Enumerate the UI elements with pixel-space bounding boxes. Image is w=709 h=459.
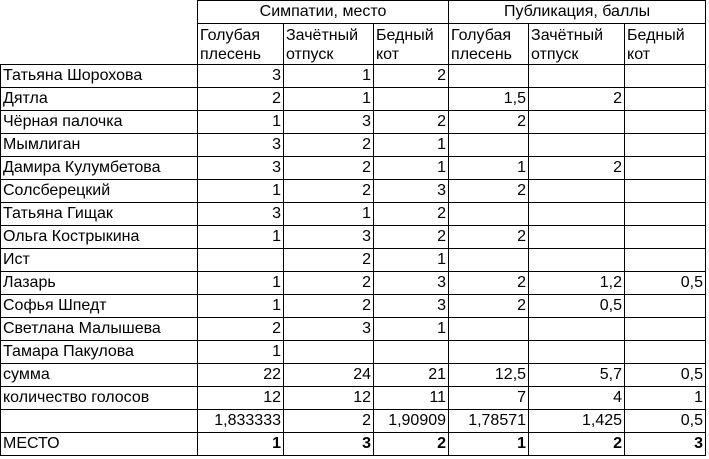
table-cell: 3	[374, 295, 449, 318]
table-cell	[449, 341, 529, 364]
table-cell: 1,425	[529, 410, 625, 433]
table-cell: 2	[284, 157, 374, 180]
row-label: Лазарь	[1, 272, 198, 295]
table-cell: 1	[198, 272, 284, 295]
table-row	[1, 203, 706, 226]
table-cell	[284, 341, 374, 364]
group-header-sympathy: Симпатии, место	[198, 1, 449, 24]
table-cell: 3	[374, 180, 449, 203]
table-row	[1, 226, 706, 249]
col-header-2: Зачётный отпуск	[284, 24, 374, 65]
row-label	[1, 410, 198, 433]
table-cell: 2	[284, 295, 374, 318]
table-cell	[449, 203, 529, 226]
table-cell	[625, 134, 706, 157]
table-cell: 7	[449, 387, 529, 410]
table-cell: 3	[284, 111, 374, 134]
table-cell	[449, 134, 529, 157]
table-cell	[529, 203, 625, 226]
table-cell: 1	[374, 318, 449, 341]
table-cell	[529, 249, 625, 272]
table-cell: 0,5	[625, 272, 706, 295]
table-cell: 1	[374, 157, 449, 180]
table-cell: 2	[284, 134, 374, 157]
table-cell: 2	[449, 111, 529, 134]
table-row	[1, 364, 706, 387]
table-cell: 12,5	[449, 364, 529, 387]
table-cell: 1,2	[529, 272, 625, 295]
table-cell: 2	[529, 157, 625, 180]
table-row	[1, 295, 706, 318]
table-cell: 12	[198, 387, 284, 410]
row-label: Мымлиган	[1, 134, 198, 157]
table-cell: 2	[374, 203, 449, 226]
table-cell: 1	[198, 433, 284, 456]
table-cell	[625, 88, 706, 111]
table-cell	[625, 111, 706, 134]
table-cell: 3	[374, 272, 449, 295]
table-row	[1, 180, 706, 203]
table-cell	[625, 249, 706, 272]
table-cell: 0,5	[625, 410, 706, 433]
table-cell: 11	[374, 387, 449, 410]
table-cell: 1	[284, 203, 374, 226]
table-cell: 2	[284, 180, 374, 203]
table-cell: 4	[529, 387, 625, 410]
row-label: МЕСТО	[1, 433, 198, 456]
table-cell: 24	[284, 364, 374, 387]
row-label: Светлана Малышева	[1, 318, 198, 341]
table-cell: 3	[284, 318, 374, 341]
table-row	[1, 341, 706, 364]
table-row	[1, 88, 706, 111]
table-cell	[529, 226, 625, 249]
table-cell: 1	[374, 134, 449, 157]
table-cell: 1	[284, 65, 374, 88]
table-cell: 1	[449, 433, 529, 456]
table-cell	[529, 318, 625, 341]
table-cell: 2	[449, 295, 529, 318]
table-cell: 2	[374, 65, 449, 88]
table-row	[1, 65, 706, 88]
table-cell	[625, 65, 706, 88]
table-row	[1, 249, 706, 272]
col-header-5: Зачётный отпуск	[529, 24, 625, 65]
table-cell	[449, 249, 529, 272]
table-cell: 2	[374, 433, 449, 456]
table-cell	[625, 180, 706, 203]
column-header-row	[1, 24, 706, 65]
table-cell	[625, 341, 706, 364]
table-cell: 2	[198, 88, 284, 111]
table-row	[1, 410, 706, 433]
table-cell: 2	[449, 226, 529, 249]
table-cell: 2	[284, 272, 374, 295]
table-cell: 3	[198, 65, 284, 88]
row-label: сумма	[1, 364, 198, 387]
col-header-1: Голубая плесень	[198, 24, 284, 65]
table-row	[1, 111, 706, 134]
col-header-4: Голубая плесень	[449, 24, 529, 65]
table-cell	[529, 65, 625, 88]
table-cell: 5,7	[529, 364, 625, 387]
row-label: Татьяна Гищак	[1, 203, 198, 226]
table-cell: 2	[284, 410, 374, 433]
table-cell: 21	[374, 364, 449, 387]
place-row	[1, 433, 706, 456]
table-cell: 0,5	[625, 364, 706, 387]
table-cell: 12	[284, 387, 374, 410]
table-cell	[529, 134, 625, 157]
table-cell: 3	[198, 157, 284, 180]
table-cell: 3	[284, 433, 374, 456]
row-label: Софья Шпедт	[1, 295, 198, 318]
table-cell: 2	[374, 111, 449, 134]
table-cell: 2	[198, 318, 284, 341]
table-cell: 1	[198, 111, 284, 134]
row-label: Ольга Кострыкина	[1, 226, 198, 249]
table-cell: 3	[625, 433, 706, 456]
row-label: Солсберецкий	[1, 180, 198, 203]
col-header-3: Бедный кот	[374, 24, 449, 65]
table-cell: 1	[449, 157, 529, 180]
col-header-6: Бедный кот	[625, 24, 706, 65]
table-cell: 1,78571	[449, 410, 529, 433]
table-cell: 3	[198, 203, 284, 226]
row-label: количество голосов	[1, 387, 198, 410]
table-cell: 2	[284, 249, 374, 272]
table-cell	[374, 341, 449, 364]
table-cell	[529, 180, 625, 203]
row-label: Дятла	[1, 88, 198, 111]
group-header-publication: Публикация, баллы	[449, 1, 706, 24]
table-cell: 1	[198, 295, 284, 318]
table-cell: 2	[529, 88, 625, 111]
row-label: Чёрная палочка	[1, 111, 198, 134]
table-cell	[625, 318, 706, 341]
table-cell	[529, 341, 625, 364]
table-cell: 1,833333	[198, 410, 284, 433]
table-cell: 2	[529, 433, 625, 456]
table-row	[1, 134, 706, 157]
table-cell: 1	[198, 341, 284, 364]
table-cell: 0,5	[529, 295, 625, 318]
table-cell	[625, 203, 706, 226]
table-row	[1, 272, 706, 295]
table-cell: 2	[374, 226, 449, 249]
table-cell: 1	[374, 249, 449, 272]
row-label: Татьяна Шорохова	[1, 65, 198, 88]
table-cell: 1	[284, 88, 374, 111]
table-cell	[625, 226, 706, 249]
table-row	[1, 387, 706, 410]
table-cell: 1	[198, 180, 284, 203]
table-cell: 1	[625, 387, 706, 410]
row-label: Тамара Пакулова	[1, 341, 198, 364]
table-cell: 3	[284, 226, 374, 249]
table-cell: 1,90909	[374, 410, 449, 433]
group-header-row	[1, 1, 706, 24]
table-row	[1, 318, 706, 341]
table-cell	[449, 65, 529, 88]
table-cell	[529, 111, 625, 134]
table-cell: 1	[198, 226, 284, 249]
table-cell	[449, 318, 529, 341]
table-cell	[625, 295, 706, 318]
table-cell: 2	[449, 272, 529, 295]
table-cell: 2	[449, 180, 529, 203]
table-cell	[198, 249, 284, 272]
row-label: Дамира Кулумбетова	[1, 157, 198, 180]
table-cell: 22	[198, 364, 284, 387]
table-cell	[374, 88, 449, 111]
table-cell: 1,5	[449, 88, 529, 111]
table-cell	[625, 157, 706, 180]
row-label: Ист	[1, 249, 198, 272]
table-row	[1, 157, 706, 180]
table-cell: 3	[198, 134, 284, 157]
